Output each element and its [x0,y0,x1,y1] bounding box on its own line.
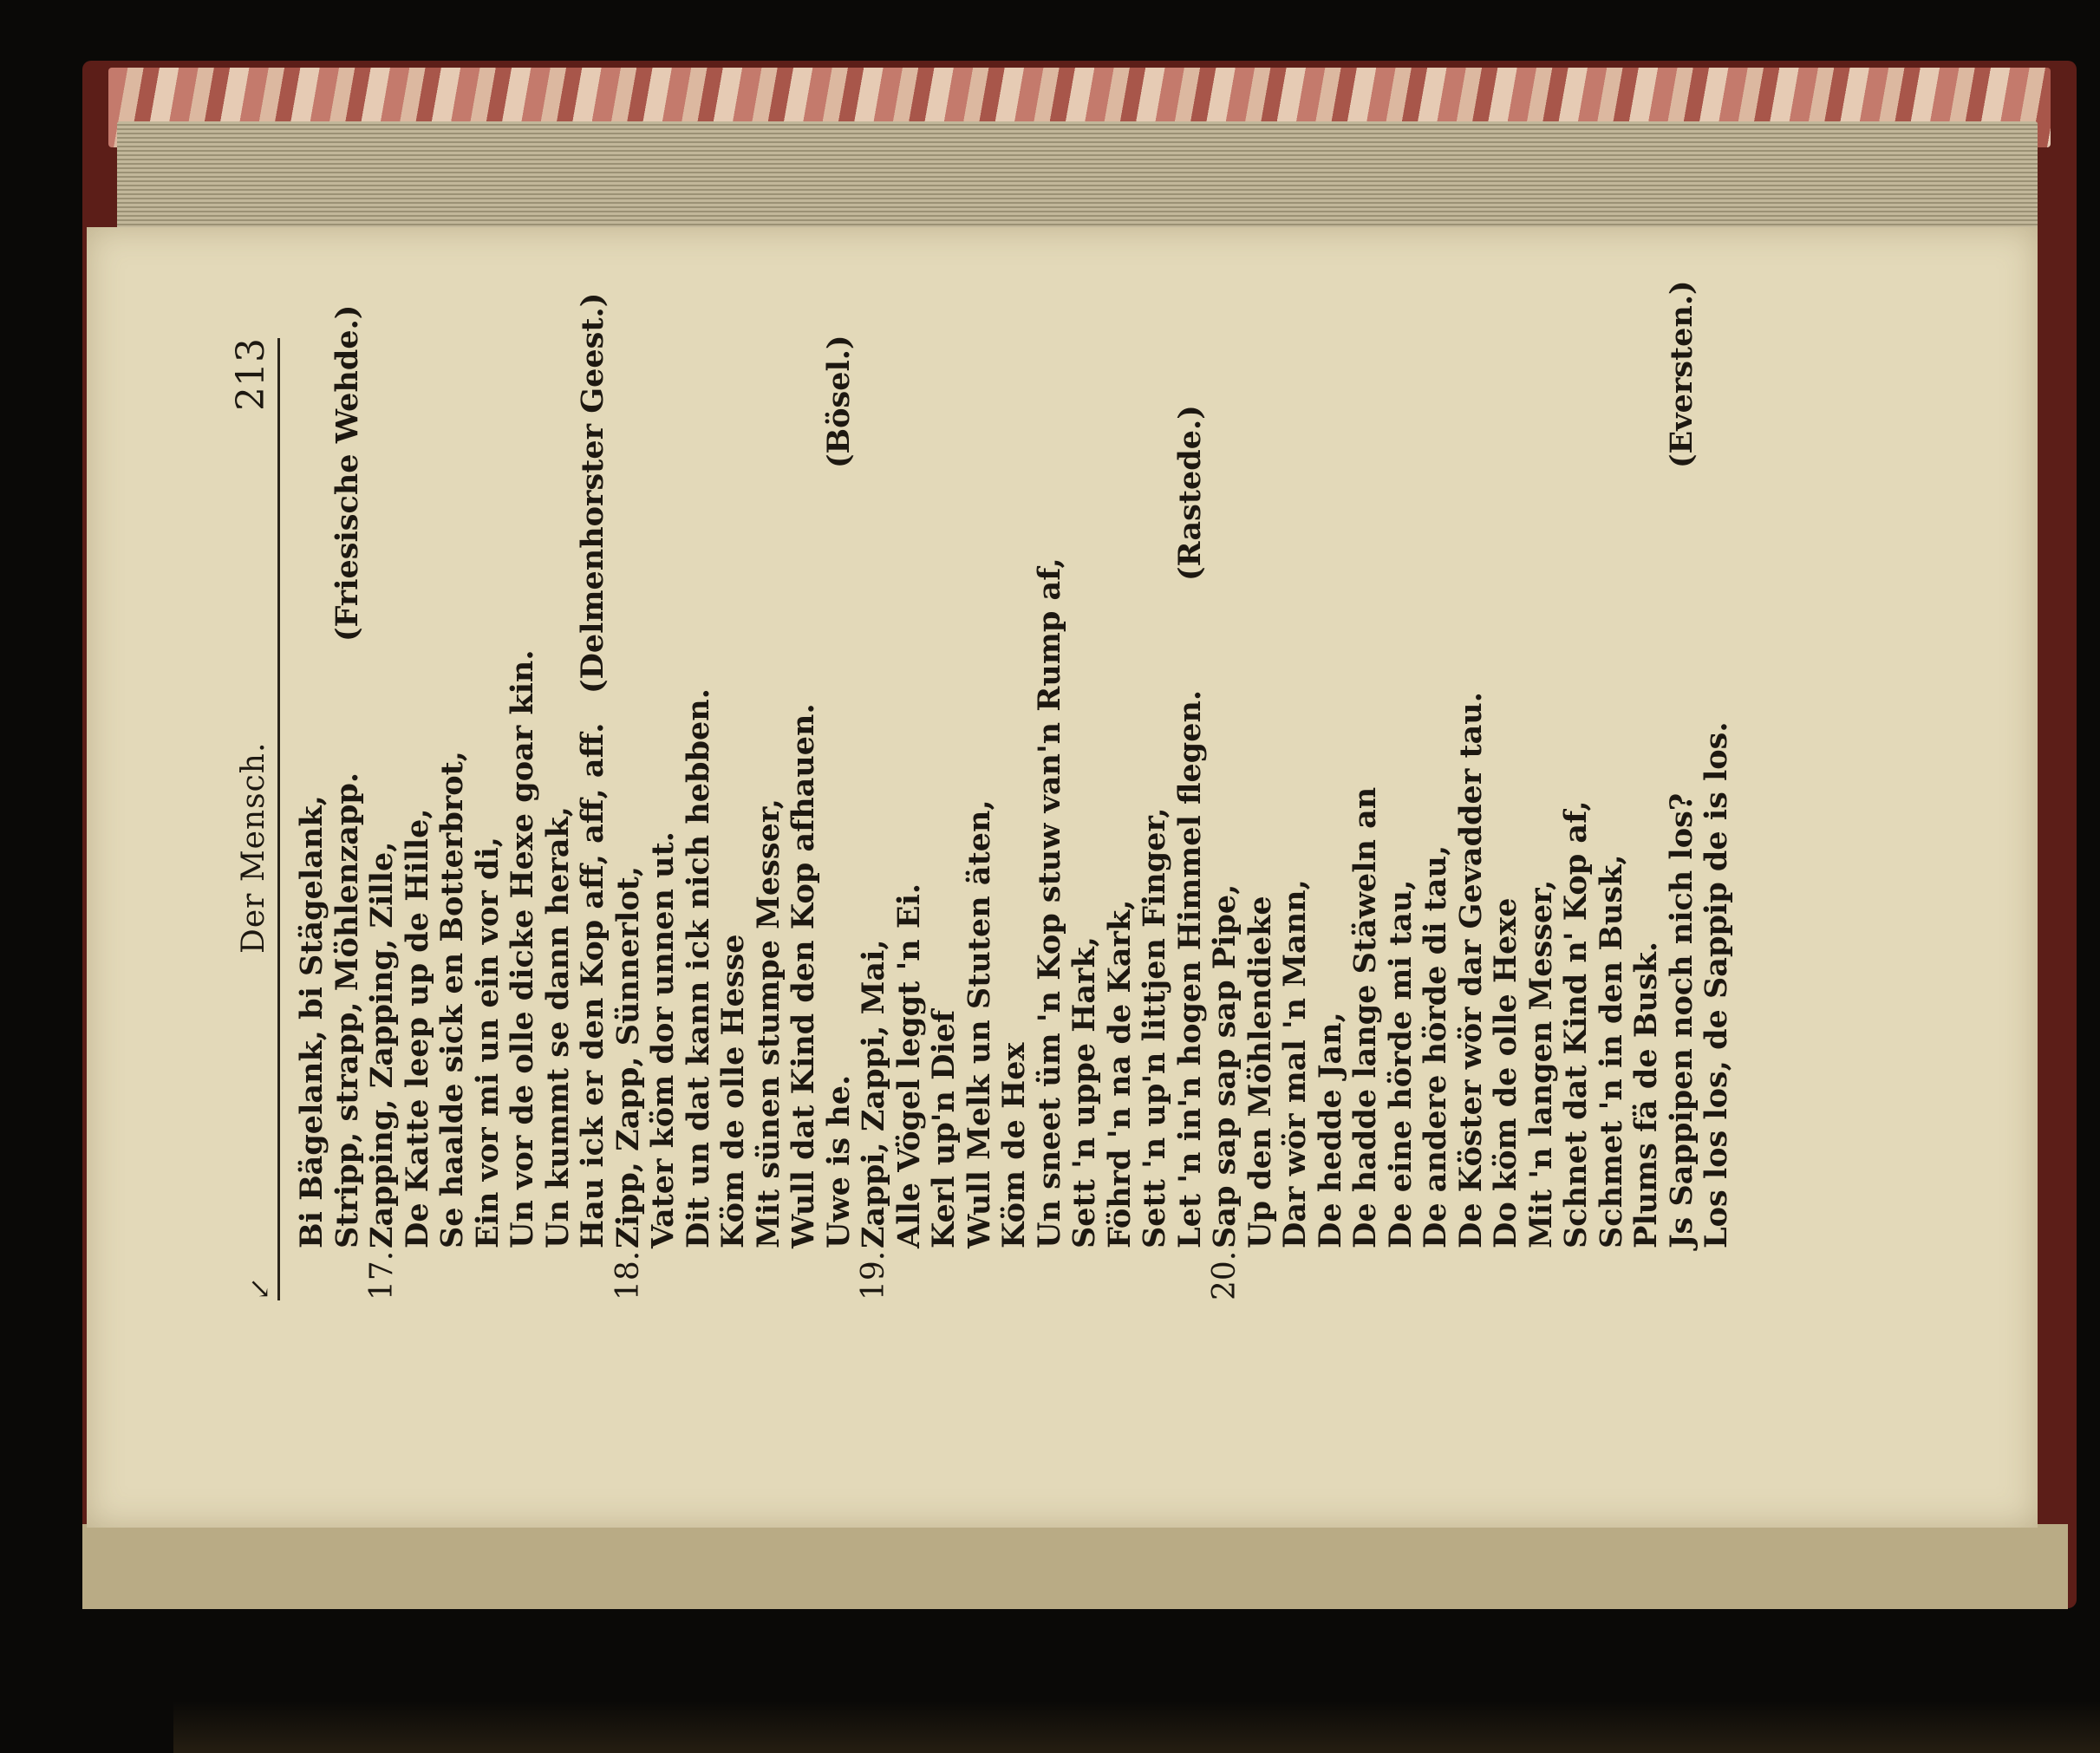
page-number: 213 [229,338,273,411]
verse-line: De Köster wör dar Gevadder tau. [1452,692,1489,1248]
verse-line: Wull dat Kind den Kop afhauen. [786,703,821,1248]
verses [295,225,1735,1300]
verse-line: De hadde lange Stäweln an [1347,786,1383,1248]
verse-line: Js Sappipen noch nich los? [1663,792,1699,1248]
verse-line: Kerl up'n Dief [926,1009,962,1248]
running-title: Der Mensch. [236,741,271,954]
verse-line: Köm de Hex [996,1042,1032,1248]
verse-line: Un sneet üm 'n Kop stuw van'n Rump af, [1031,557,1067,1248]
verse-line: Plums fä de Busk. [1628,942,1664,1248]
rotated-page-content [199,0,1847,1300]
verse-line: Hau ick er den Kop aff, aff, aff. (Delmenhorster Geest.) [575,292,610,1248]
source-note: (Friesische Wehde.) [329,304,365,642]
verse-line: De Katte leep up de Hille, [399,808,435,1248]
source-note: (Bösel.) [820,335,857,468]
verse-line: Schnet dat Kind n' Kop af, [1558,800,1594,1248]
verse-line: Dar wör mal 'n Mann, [1277,879,1313,1248]
verse-line: De hedde Jan, [1312,1012,1348,1248]
corner-mark: ↙ [243,1277,276,1300]
verse-line: Los los los, de Sappip de is los. (Eversten.) [1664,280,1734,1248]
verse-line: Dit un dat kann ick nich hebben. [680,688,716,1248]
verse-number: 20. [1207,1250,1242,1300]
verse-number: 17. [364,1250,400,1300]
verse-line: 20. Sap sap sap sap Pipe, [1207,883,1242,1300]
lower-page [82,1524,2068,1609]
verse-line: Ein vor mi un ein vor di, [469,837,505,1248]
verse-line: Sett 'n uppe Hark, [1066,936,1102,1248]
verse-line: Sett 'n up'n littjen Finger, [1137,807,1172,1248]
verse-line: Schmet 'n in den Busk, [1593,854,1629,1248]
verse-line: Let 'n in'n hogen Himmel flegen. (Rastede.) [1171,405,1208,1248]
verse-line: Stripp, strapp, Möhlenzapp. (Friesische Wehde.) [329,304,365,1248]
verse-line: 17. Zapping, Zapping, Zille, [364,841,400,1300]
verse-line: De andere hörde di tau, [1418,844,1453,1248]
running-header [217,338,280,1300]
verse-line: Köm de olle Hesse [715,934,751,1248]
verse-line: Mit sünen stumpe Messer, [750,798,786,1248]
verse-line: Uwe is he. (Bösel.) [820,335,857,1248]
page-gutter-shadow [173,1701,2100,1753]
verse-line: Up den Möhlendieke [1242,896,1278,1248]
verse-line: Mit 'n langen Messer, [1523,879,1559,1248]
verse-number: 19. [856,1250,891,1300]
verse-number: 18. [610,1250,646,1300]
verse-line: Alle Vögel leggt 'n Ei. [890,883,927,1248]
source-note: (Eversten.) [1664,280,1699,468]
verse-line: Se haalde sick en Botterbrot, [434,751,470,1248]
verse-line: Föhrd 'n na de Kark, [1101,899,1138,1248]
source-note: (Delmenhorster Geest.) [575,292,610,694]
verse-line: 18. Zipp, Zapp, Sünnerlot, [610,865,646,1300]
source-note: (Rastede.) [1171,405,1208,581]
verse-line: Un kummt se dann herak, [539,806,576,1248]
verse-line: Do köm de olle Hexe [1488,897,1523,1248]
verse-line: 19. Zappi, Zappi, Mai, [856,939,891,1300]
verse-line: Un vor de olle dicke Hexe goar kin. [505,649,540,1248]
verse-line: Vater köm dor unnen ut. [645,831,681,1248]
verse-line: De eine hörde mi tau, [1382,879,1418,1248]
verse-line: Bi Bägelank, bi Stägelank, [294,795,329,1248]
verse-line: Wull Melk un Stuten äten, [961,799,997,1248]
